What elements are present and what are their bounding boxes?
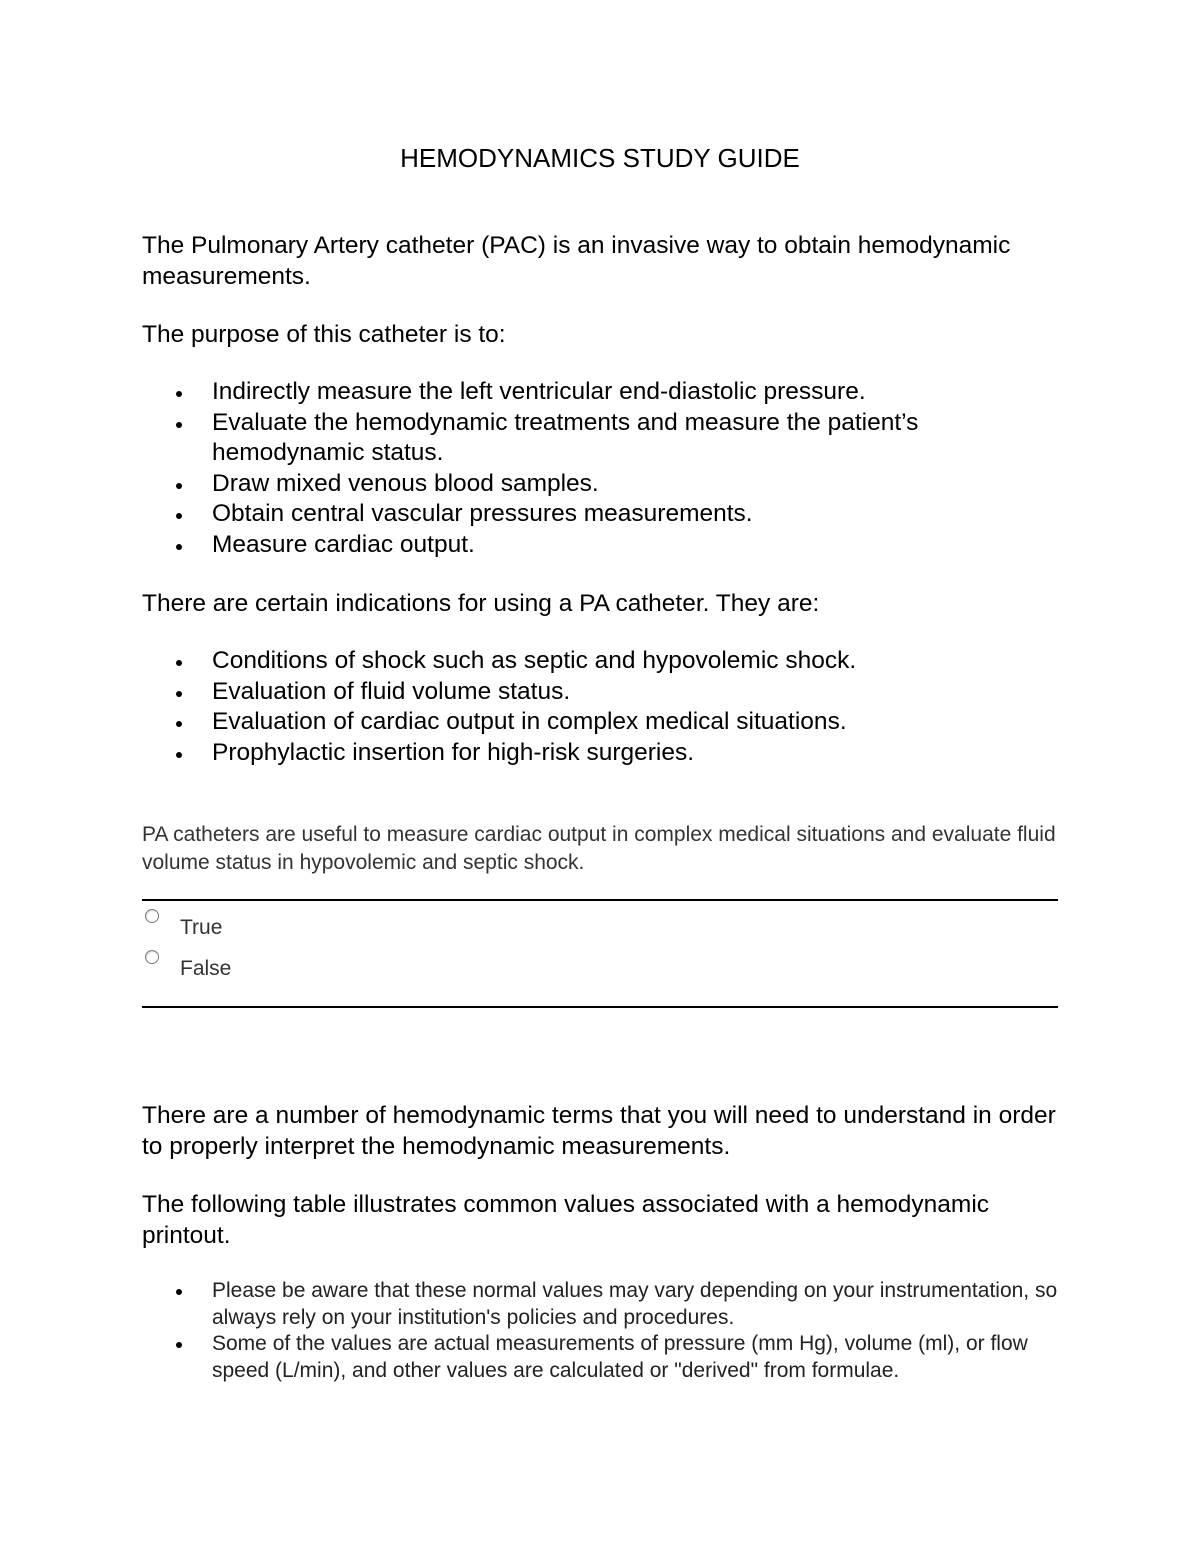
list-item: Evaluate the hemodynamic treatments and measure the patient’s hemodynamic status.: [142, 408, 1072, 469]
page-title: HEMODYNAMICS STUDY GUIDE: [400, 143, 800, 173]
list-item: Evaluation of fluid volume status.: [142, 677, 1072, 708]
option-label: False: [180, 957, 232, 980]
radio-button-true[interactable]: [145, 909, 159, 923]
list-item: Draw mixed venous blood samples.: [142, 469, 1072, 500]
notes-list: [142, 1278, 1072, 1384]
purpose-heading: The purpose of this catheter is to:: [142, 321, 506, 348]
list-item: Some of the values are actual measurements of pressure (mm Hg), volume (ml), or flow speed (L/min), and other values are calculated or "derived" from formulae.: [142, 1331, 1072, 1384]
quiz-top-divider: [142, 899, 1058, 901]
quiz-option-true[interactable]: [142, 909, 542, 943]
quiz-bottom-divider: [142, 1006, 1058, 1008]
quiz-option-false[interactable]: [142, 950, 542, 984]
radio-button-false[interactable]: [145, 950, 159, 964]
list-item: Prophylactic insertion for high-risk surgeries.: [142, 738, 1072, 769]
list-item: Conditions of shock such as septic and hypovolemic shock.: [142, 646, 1072, 677]
quiz-question: PA catheters are useful to measure cardiac output in complex medical situations and evaluate fluid volume status in hypovolemic and septic shock.: [142, 823, 1056, 874]
table-intro-paragraph: The following table illustrates common values associated with a hemodynamic printout.: [142, 1191, 990, 1249]
list-item: Please be aware that these normal values may vary depending on your instrumentation, so always rely on your institution's policies and procedures.: [142, 1278, 1072, 1331]
terms-paragraph: There are a number of hemodynamic terms that you will need to understand in order to properly interpret the hemodynamic measurements.: [142, 1102, 1056, 1160]
purpose-list: [142, 377, 1072, 560]
option-label: True: [180, 916, 223, 939]
list-item: Measure cardiac output.: [142, 530, 1072, 561]
intro-paragraph: The Pulmonary Artery catheter (PAC) is an invasive way to obtain hemodynamic measurements.: [142, 232, 1011, 290]
indications-list: [142, 646, 1072, 768]
list-item: Obtain central vascular pressures measurements.: [142, 499, 1072, 530]
indications-heading: There are certain indications for using a PA catheter. They are:: [142, 590, 820, 617]
list-item: Indirectly measure the left ventricular end-diastolic pressure.: [142, 377, 1072, 408]
list-item: Evaluation of cardiac output in complex medical situations.: [142, 707, 1072, 738]
